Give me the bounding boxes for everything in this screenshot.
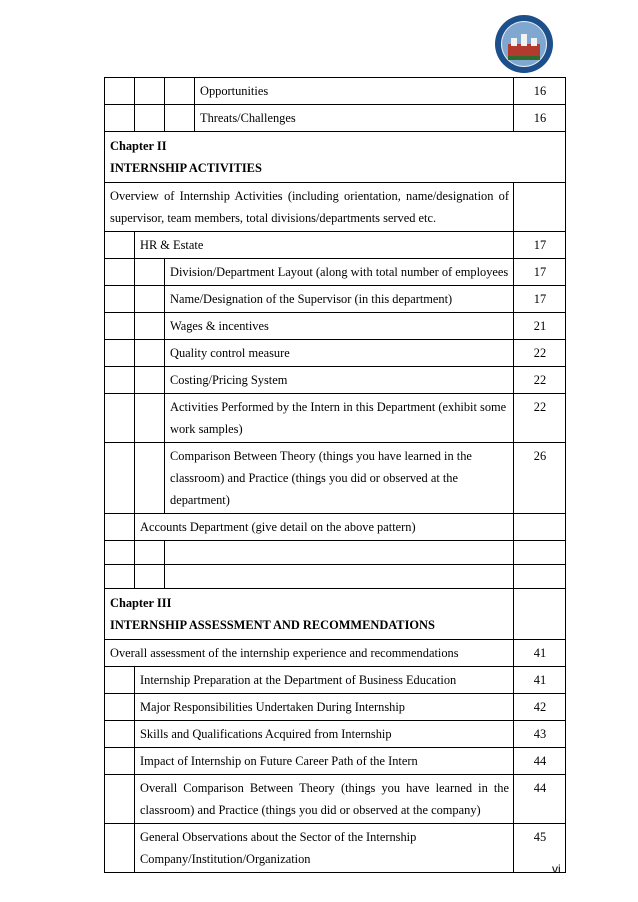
toc-page-number: 17 (514, 259, 566, 286)
toc-entry-threats: Threats/Challenges (195, 105, 514, 132)
toc-row (105, 721, 566, 748)
toc-page-number: 42 (514, 694, 566, 721)
chapter-title: INTERNSHIP ACTIVITIES (110, 161, 262, 175)
toc-row (105, 232, 566, 259)
toc-page-number: 16 (514, 105, 566, 132)
toc-entry-wages: Wages & incentives (165, 313, 514, 340)
toc-row (105, 78, 566, 105)
university-seal-logo (494, 14, 554, 74)
toc-page-number: 45 (514, 824, 566, 873)
toc-row (105, 694, 566, 721)
toc-entry-responsibilities: Major Responsibilities Undertaken During Internship (135, 694, 514, 721)
toc-row (105, 367, 566, 394)
toc-entry-supervisor: Name/Designation of the Supervisor (in this department) (165, 286, 514, 313)
toc-row (105, 443, 566, 514)
toc-entry-opportunities: Opportunities (195, 78, 514, 105)
toc-row (105, 667, 566, 694)
toc-page-number: 21 (514, 313, 566, 340)
toc-page-number: 17 (514, 232, 566, 259)
toc-page-number: 22 (514, 340, 566, 367)
chapter-title: INTERNSHIP ASSESSMENT AND RECOMMENDATIONS (110, 618, 435, 632)
chapter-heading-row (105, 589, 566, 640)
page-number: vi (552, 862, 561, 876)
toc-entry-accounts: Accounts Department (give detail on the above pattern) (135, 514, 514, 541)
chapter-heading-row (105, 132, 566, 183)
chapter-label: Chapter III (110, 596, 172, 610)
toc-page-number: 41 (514, 667, 566, 694)
toc-entry-hr-estate: HR & Estate (135, 232, 514, 259)
toc-page-number: 17 (514, 286, 566, 313)
toc-entry-division: Division/Department Layout (along with total number of employees (165, 259, 514, 286)
toc-page-number: 43 (514, 721, 566, 748)
toc-entry-quality: Quality control measure (165, 340, 514, 367)
toc-row (105, 640, 566, 667)
toc-row (105, 259, 566, 286)
toc-page-number: 22 (514, 367, 566, 394)
toc-entry-general-observations: General Observations about the Sector of the Internship Company/Institution/Organization (135, 824, 514, 873)
toc-entry-overview: Overview of Internship Activities (including orientation, name/designation of supervisor, team members, total divisions/departments served etc. (105, 183, 514, 232)
toc-page-number: 16 (514, 78, 566, 105)
empty-row (105, 565, 566, 589)
toc-row (105, 394, 566, 443)
toc-row (105, 286, 566, 313)
toc-row (105, 748, 566, 775)
toc-entry-preparation: Internship Preparation at the Department of Business Education (135, 667, 514, 694)
toc-page-number: 41 (514, 640, 566, 667)
toc-entry-comparison-department: Comparison Between Theory (things you have learned in the classroom) and Practice (things you did or observed at the department) (165, 443, 514, 514)
toc-row (105, 824, 566, 873)
toc-row (105, 183, 566, 232)
toc-page-number: 26 (514, 443, 566, 514)
table-of-contents (104, 77, 566, 873)
toc-entry-skills: Skills and Qualifications Acquired from Internship (135, 721, 514, 748)
toc-page-number: 44 (514, 775, 566, 824)
toc-page-number: 22 (514, 394, 566, 443)
toc-entry-overall-assessment: Overall assessment of the internship experience and recommendations (105, 640, 514, 667)
toc-row (105, 105, 566, 132)
chapter-label: Chapter II (110, 139, 167, 153)
toc-page-number: 44 (514, 748, 566, 775)
toc-entry-costing: Costing/Pricing System (165, 367, 514, 394)
toc-entry-comparison-company: Overall Comparison Between Theory (things you have learned in the classroom) and Practice (things you did or observed at the company) (135, 775, 514, 824)
toc-entry-impact: Impact of Internship on Future Career Path of the Intern (135, 748, 514, 775)
empty-row (105, 541, 566, 565)
toc-row (105, 775, 566, 824)
toc-row (105, 514, 566, 541)
toc-entry-activities: Activities Performed by the Intern in this Department (exhibit some work samples) (165, 394, 514, 443)
toc-row (105, 340, 566, 367)
toc-row (105, 313, 566, 340)
